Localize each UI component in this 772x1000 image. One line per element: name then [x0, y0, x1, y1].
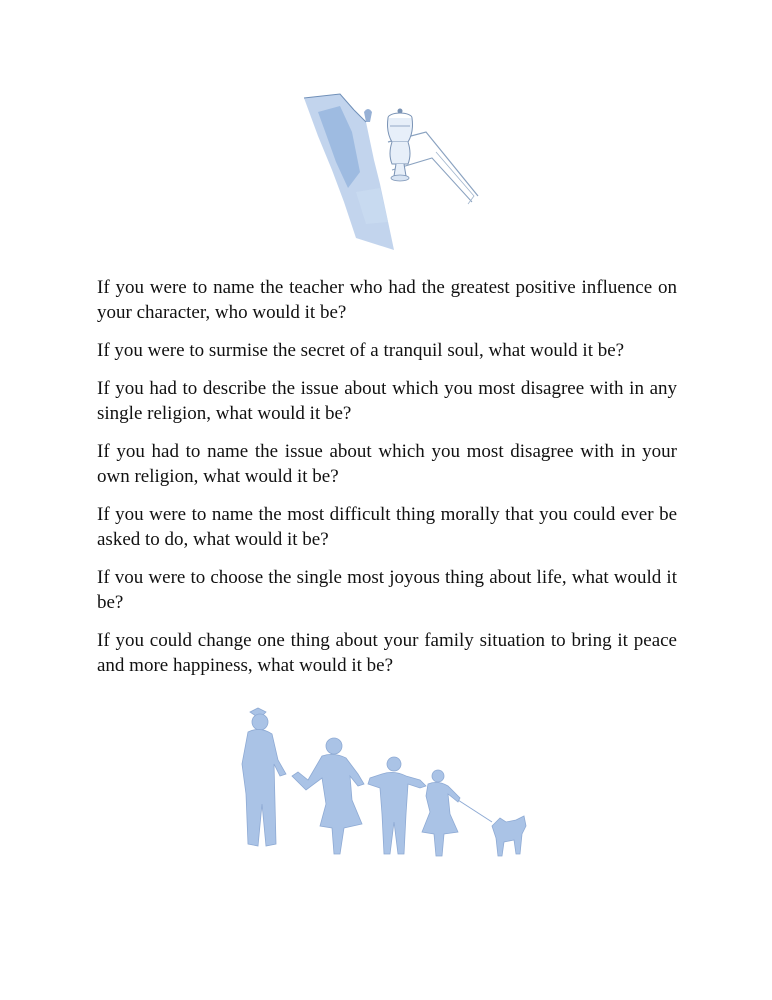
- question-list: [97, 275, 677, 691]
- question-teacher: If you were to name the teacher who had the greatest positive influence on your character, who would it be?: [97, 277, 677, 323]
- window-vase-illustration: [296, 92, 482, 252]
- question-joyous-thing: If vou were to choose the single most joyous thing about life, what would it be?: [97, 567, 677, 613]
- family-walking-illustration: [236, 704, 530, 864]
- question-family-situation: If you could change one thing about your family situation to bring it peace and more happiness, what would it be?: [97, 630, 677, 676]
- question-own-religion: If you had to name the issue about which you most disagree with in your own religion, what would it be?: [97, 441, 677, 487]
- question-tranquil-soul: If you were to surmise the secret of a tranquil soul, what would it be?: [97, 340, 625, 361]
- question-moral-difficulty: If you were to name the most difficult thing morally that you could ever be asked to do, what would it be?: [97, 504, 677, 550]
- question-any-religion: If you had to describe the issue about which you most disagree with in any single religion, what would it be?: [97, 378, 677, 424]
